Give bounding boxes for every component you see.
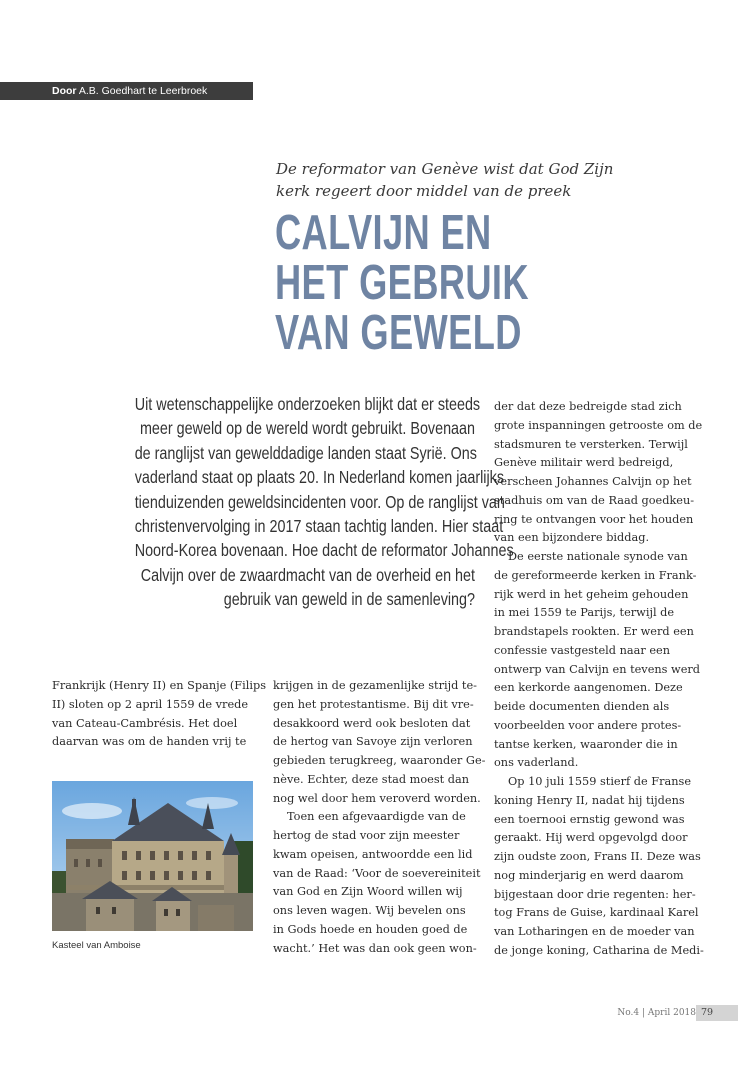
- text-line: Op 10 juli 1559 stierf de Franse: [508, 775, 692, 788]
- text-line: van een bijzondere biddag.: [494, 531, 650, 545]
- kicker-line: De reformator van Genève wist dat God Zijn: [276, 160, 614, 178]
- lead-paragraph: [60, 392, 514, 612]
- text-line: der dat deze bedreigde stad zich: [494, 400, 682, 413]
- photo-caption: Kasteel van Amboise: [52, 940, 141, 951]
- footer-separator: |: [641, 1008, 646, 1018]
- lead-line: christenvervolging in 2017 staan tachtig landen. Hier staat: [134, 516, 504, 537]
- text-line: beide documenten dienden als: [494, 700, 670, 713]
- byline-author: A.B. Goedhart te Leerbroek: [78, 85, 208, 97]
- text-line: wacht.’ Het was dan ook geen won-: [273, 941, 477, 955]
- text-line: een toernooi ernstig gewond was: [494, 812, 685, 826]
- text-line: stadsmuren te versterken. Terwijl: [494, 437, 688, 451]
- text-line: krijgen in de gezamenlijke strijd te-: [273, 679, 477, 692]
- lead-line: vaderland staat op plaats 20. In Nederland komen jaarlijks: [134, 467, 505, 488]
- text-line: tantse kerken, waaronder die in: [494, 737, 678, 751]
- text-line: nog minderjarig en werd daarom: [494, 868, 684, 882]
- text-line: in Gods hoede en houden goed de: [273, 922, 468, 936]
- text-line: nog wel door hem veroverd worden.: [273, 791, 481, 805]
- text-line: grote inspanningen getrooste om de: [494, 418, 703, 432]
- text-line: stadhuis om van de Raad goedkeu-: [494, 493, 695, 507]
- text-line: bijgestaan door drie regenten: her-: [494, 887, 696, 901]
- text-line: koning Henry II, nadat hij tijdens: [494, 793, 685, 807]
- body-column-2: [273, 677, 486, 958]
- text-line: van de Raad: ‘Voor de soevereiniteit: [273, 866, 481, 880]
- kicker-line: kerk regeert door middel van de preek: [276, 182, 572, 200]
- lead-line: tienduizenden geweldsincidenten voor. Op de ranglijst van: [134, 491, 505, 512]
- article-kicker: [276, 158, 696, 202]
- text-line: ring te ontvangen voor het houden: [494, 512, 694, 526]
- text-line: daarvan was om de handen vrij te: [52, 735, 247, 749]
- lead-line: Calvijn over de zwaardmacht van de overheid en het: [140, 564, 475, 585]
- text-line: nève. Echter, deze stad moest dan: [273, 772, 470, 786]
- text-line: Genève militair werd bedreigd,: [494, 456, 674, 470]
- text-line: desakkoord werd ook besloten dat: [273, 716, 471, 730]
- text-line: tog Frans de Guise, kardinaal Karel: [494, 906, 699, 920]
- lead-line: de ranglijst van gewelddadige landen staat Syrië. Ons: [134, 442, 477, 463]
- text-line: De eerste nationale synode van: [508, 550, 688, 563]
- text-line: II) sloten op 2 april 1559 de vrede: [52, 697, 249, 711]
- article-title: [275, 208, 601, 358]
- text-line: gen het protestantisme. Bij dit vre-: [273, 697, 474, 711]
- title-line: VAN GEWELD: [275, 306, 522, 360]
- text-line: verscheen Johannes Calvijn op het: [494, 475, 692, 488]
- body-column-1: [52, 677, 266, 752]
- text-line: Frankrijk (Henry II) en Spanje (Filips: [52, 679, 266, 692]
- page-footer: [617, 1007, 696, 1019]
- body-column-3: [494, 398, 704, 961]
- text-line: confessie vastgesteld naar een: [494, 643, 670, 657]
- byline-label: Door: [52, 85, 77, 97]
- lead-line: Noord-Korea bovenaan. Hoe dacht de reformator Johannes: [134, 540, 514, 561]
- text-line: ons vaderland.: [494, 756, 579, 770]
- lead-line: meer geweld op de wereld wordt gebruikt. Bovenaan: [139, 418, 475, 439]
- text-line: de jonge koning, Catharina de Medi-: [494, 943, 704, 957]
- text-line: een kerkorde aangenomen. Deze: [494, 681, 683, 695]
- lead-line: Uit wetenschappelijke onderzoeken blijkt dat er steeds: [134, 394, 481, 414]
- text-line: zijn oudste zoon, Frans II. Deze was: [494, 850, 701, 863]
- text-line: voorbeelden voor andere protes-: [494, 718, 682, 732]
- page-number: 79: [696, 1005, 738, 1021]
- issue-number: No.4: [617, 1008, 640, 1018]
- castle-photo: [52, 781, 253, 931]
- text-line: ons leven wagen. Wij bevelen ons: [273, 904, 466, 917]
- text-line: van Cateau-Cambrésis. Het doel: [52, 716, 238, 730]
- text-line: brandstapels rookten. Er werd een: [494, 625, 694, 638]
- text-line: kwam opeisen, antwoordde een lid: [273, 847, 473, 861]
- title-line: CALVIJN EN: [275, 206, 492, 260]
- text-line: ontwerp van Calvijn en tevens werd: [494, 662, 701, 676]
- text-line: gebieden terugkreeg, waaronder Ge-: [273, 754, 486, 767]
- text-line: de gereformeerde kerken in Frank-: [494, 568, 697, 582]
- byline-bar: [0, 82, 253, 100]
- text-line: van God en Zijn Woord willen wij: [273, 885, 463, 899]
- text-line: de hertog van Savoye zijn verloren: [273, 735, 473, 749]
- text-line: hertog de stad voor zijn meester: [273, 829, 460, 842]
- title-line: HET GEBRUIK: [275, 256, 529, 310]
- text-line: in mei 1559 te Parijs, terwijl de: [494, 606, 675, 620]
- issue-date: April 2018: [647, 1008, 696, 1018]
- text-line: geraakt. Hij werd opgevolgd door: [494, 831, 688, 845]
- text-line: Toen een afgevaardigde van de: [287, 810, 466, 824]
- text-line: van Lotharingen en de moeder van: [494, 925, 695, 938]
- lead-line: gebruik van geweld in de samenleving?: [223, 589, 475, 610]
- text-line: rijk werd in het geheim gehouden: [494, 587, 689, 601]
